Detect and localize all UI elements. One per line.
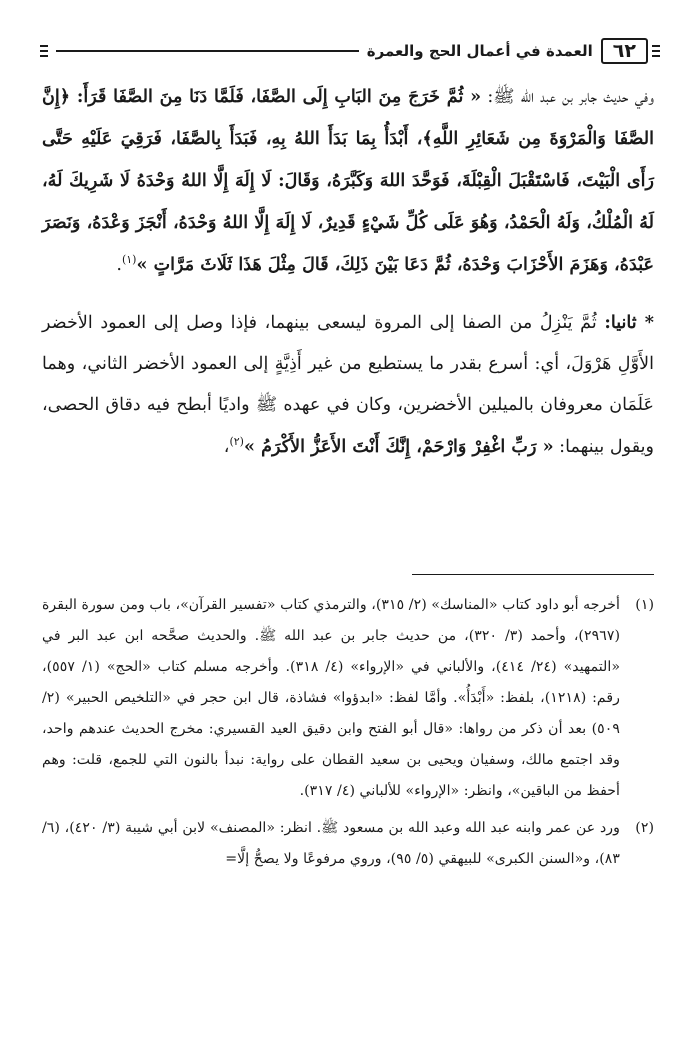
hadith-text-part-2: ، أَبْدَأُ بِمَا بَدَأَ اللهُ بِهِ، فَبَدَأَ بِالصَّفَا، فَرَقِيَ عَلَيْهِ حَتَّى رَأَى الْبَيْتَ، فَاسْتَقْبَلَ الْقِبْلَةَ، فَوَحَّدَ اللهَ وَكَبَّرَهُ، وَقَالَ: لَا إِلَهَ إِلَّا اللهُ وَحْدَهُ لَا شَرِيكَ لَهُ، لَهُ الْمُلْكُ، وَلَهُ الْحَمْدُ، وَهُوَ عَلَى كُلِّ شَيْءٍ قَدِيرٌ، لَا إِلَهَ إِلَّا اللهُ وَحْدَهُ، أَنْجَزَ وَعْدَهُ، وَنَصَرَ عَبْدَهُ، وَهَزَمَ الأَحْزَابَ وَحْدَهُ، ثُمَّ دَعَا بَيْنَ ذَلِكَ، قَالَ مِثْلَ هَذَا ثَلَاثَ مَرَّاتٍ » (42, 128, 654, 275)
hadith-text-part-1: « ثُمَّ خَرَجَ مِنَ البَابِ إِلَى الصَّفَا، فَلَمَّا دَنَا مِنَ الصَّفَا قَرَأَ: (70, 86, 482, 107)
footnote-ref-1: (١) (121, 253, 137, 267)
footnote-text: ورد عن عمر وابنه عبد الله وعبد الله بن مسعود ﷺ. انظر: «المصنف» لابن أبي شيبة (٣/ ٤٢٠)، (٦/ ٨٣)، و«السنن الكبرى» للبيهقي (٥/ ٩٥)، وروي مرفوعًا ولا يصحُّ إلَّا= (42, 820, 620, 867)
page-number: ٦٢ (601, 38, 648, 64)
footnote-ref-2: (٢) (229, 435, 244, 449)
paragraph-end: . (116, 255, 122, 275)
running-header (40, 34, 660, 68)
header-ornament-right (652, 45, 660, 57)
header-title: العمدة في أعمال الحج والعمرة (366, 42, 593, 60)
footnote-text: أخرجه أبو داود كتاب «المناسك» (٢/ ٣١٥)، والترمذي كتاب «تفسير القرآن»، باب ومن سورة البقرة (٢٩٦٧)، وأحمد (٣/ ٣٢٠)، من حديث جابر بن عبد الله ﷺ. والحديث صحَّحه ابن عبد البر في «التمهيد» (٢٤/ ٤١٤)، والألباني في «الإرواء» (٤/ ٣١٨). وأخرجه مسلم كتاب «الحج» (١/ ٥٥٧)، رقم: (١٢١٨)، بلفظ: «أَبْدَأُ». وأمَّا لفظ: «ابدؤوا» فشاذة، قال ابن حجر في «التلخيص الحبير» (٢/ ٥٠٩) بعد أن ذكر من رواها: «قال أبو الفتح وابن دقيق العيد القسيري: مخرج الحديث عندهم واحد، وقد اجتمع مالك، وسفيان ويحيى بن سعيد القطان على رواية: نبدأ بالنون التي للجمع، قلت: وهم أحفظ من الباقين»، وانظر: «الإرواء» للألباني (٤/ ٣١٧). (42, 597, 621, 799)
second-step-text: ثُمَّ يَنْزِلُ من الصفا إلى المروة ليسعى بينهما، فإذا وصل إلى العمود الأخضر الأَوَّلِ هَرْوَلَ، أي: أسرع بقدر ما يستطيع من غير أَذِيَّةٍ إلى العمود الأخضر الثاني، وهما عَلَمَان معروفان بالميلين الأخضرين، وكان في عهده ﷺ واديًا أبطح فيه دقاق الحصى، ويقول بينهما: (42, 313, 654, 457)
footnote-separator (412, 574, 654, 575)
footnote-2 (42, 813, 654, 875)
second-step-label: * ثانيا: (604, 312, 654, 333)
header-rule (56, 50, 359, 52)
supplication-text: « رَبِّ اغْفِرْ وَارْحَمْ، إِنَّكَ أَنْتَ الأَعَزُّ الأَكْرَمُ » (243, 436, 554, 457)
paragraph-end: ، (223, 437, 230, 457)
footnote-number: (١) (635, 597, 654, 613)
footnotes (42, 590, 654, 881)
paragraph-hadith-jabir (42, 76, 654, 286)
header-ornament-left (40, 45, 48, 57)
footnote-number: (٢) (635, 820, 654, 836)
paragraph-second-step (42, 302, 654, 468)
quran-verse: ﴿إِنَّ الصَّفَا وَالْمَرْوَةَ مِن شَعَائِرِ اللَّهِ﴾ (42, 86, 654, 149)
paragraph-lead: وفي حديث جابر بن عبد الله ﷺ: (481, 87, 654, 107)
footnote-1 (42, 590, 654, 807)
main-text (42, 76, 654, 468)
